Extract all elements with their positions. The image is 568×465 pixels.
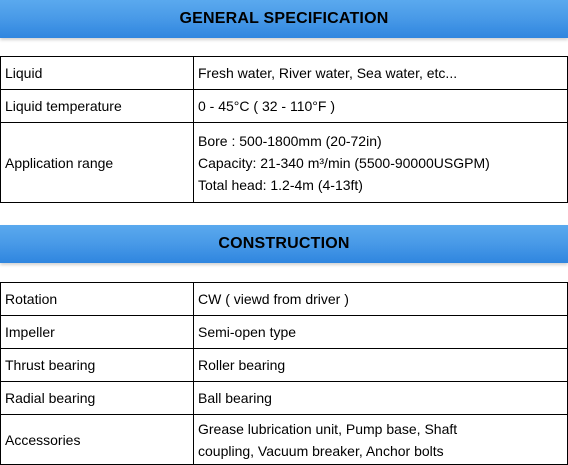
spec-value-line: CW ( viewd from driver ) <box>198 291 349 307</box>
general-specification-table <box>0 56 568 203</box>
spec-label: Liquid <box>1 57 194 90</box>
table-row <box>1 283 568 316</box>
spec-value <box>194 57 568 90</box>
table-row <box>1 349 568 382</box>
table-row <box>1 382 568 415</box>
spec-value <box>194 316 568 349</box>
table-row <box>1 415 568 465</box>
spec-value-line: Fresh water, River water, Sea water, etc... <box>198 65 458 81</box>
construction-title: CONSTRUCTION <box>218 235 350 252</box>
spec-value-line: 0 - 45°C ( 32 - 110°F ) <box>198 98 335 114</box>
construction-table <box>0 282 568 465</box>
spec-label: Radial bearing <box>1 382 194 415</box>
spec-value-line: Bore : 500-1800mm (20-72in) <box>198 132 382 149</box>
spec-value <box>194 90 568 123</box>
spec-value-line: coupling, Vacuum breaker, Anchor bolts <box>198 442 444 459</box>
table-row <box>1 316 568 349</box>
general-specification-banner <box>0 0 568 38</box>
spec-label: Liquid temperature <box>1 90 194 123</box>
spec-value-line: Semi-open type <box>198 324 297 340</box>
spec-value <box>194 382 568 415</box>
spec-value-line: Roller bearing <box>198 357 286 373</box>
construction-banner <box>0 225 568 263</box>
spec-label: Rotation <box>1 283 194 316</box>
spec-value <box>194 123 568 203</box>
spec-label: Accessories <box>1 415 194 465</box>
table-row <box>1 57 568 90</box>
spec-label: Application range <box>1 123 194 203</box>
spec-value-line: Ball bearing <box>198 390 272 406</box>
spec-value <box>194 415 568 465</box>
spec-value <box>194 283 568 316</box>
general-specification-title: GENERAL SPECIFICATION <box>179 10 389 27</box>
table-row <box>1 90 568 123</box>
spec-value <box>194 349 568 382</box>
spec-value-line: Grease lubrication unit, Pump base, Shaft <box>198 420 458 437</box>
spec-value-line: Total head: 1.2-4m (4-13ft) <box>198 176 363 193</box>
spec-label: Impeller <box>1 316 194 349</box>
spec-value-line: Capacity: 21-340 m³/min (5500-90000USGPM) <box>198 154 490 171</box>
table-row <box>1 123 568 203</box>
spec-label: Thrust bearing <box>1 349 194 382</box>
